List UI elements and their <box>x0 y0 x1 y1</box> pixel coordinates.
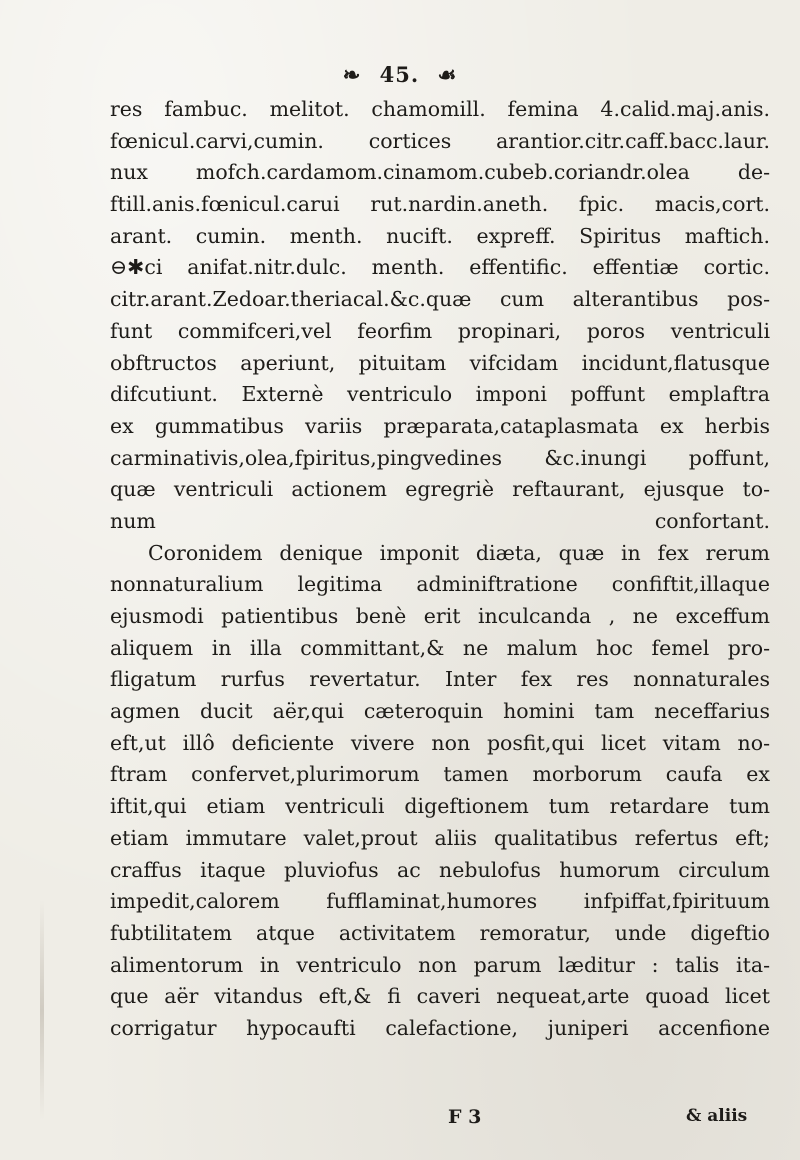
body-text <box>110 94 770 1045</box>
ornament-right: ☙ <box>437 62 458 87</box>
catchword: & aliis <box>686 1106 748 1126</box>
text-line: Coronidem denique imponit diæta, quæ in fex rerum <box>148 540 770 565</box>
ornament-left: ❧ <box>342 62 362 87</box>
text-line: iftit,qui etiam ventriculi digeftionem tum retardare tum <box>110 794 770 819</box>
signature-mark: F 3 <box>448 1106 482 1128</box>
text-line: ⊖✱ci anifat.nitr.dulc. menth. effentific. effentiæ cortic. <box>110 255 770 280</box>
text-line: fligatum rurfus revertatur. Inter fex res nonnaturales <box>110 667 770 692</box>
page-header <box>0 62 800 87</box>
text-line: ex gummatibus variis præparata,cataplasmata ex herbis <box>110 413 770 438</box>
text-line: carminativis,olea,fpiritus,pingvedines &c.inungi poffunt, <box>110 445 770 470</box>
margin-shadow <box>40 900 44 1120</box>
text-line: difcutiunt. Externè ventriculo imponi poffunt emplaftra <box>110 382 770 407</box>
text-line: quæ ventriculi actionem egregriè reftaurant, ejusque to- <box>110 477 770 502</box>
text-line: num confortant. <box>110 508 770 533</box>
text-line: fœnicul.carvi,cumin. cortices arantior.citr.caff.bacc.laur. <box>110 128 770 153</box>
text-line: eft,ut illô deficiente vivere non posfit,qui licet vitam no- <box>110 730 770 755</box>
text-line: alimentorum in ventriculo non parum læditur : talis ita- <box>110 952 770 977</box>
page-number: 45. <box>379 62 420 87</box>
text-line: etiam immutare valet,prout aliis qualitatibus refertus eft; <box>110 825 770 850</box>
text-line: nux mofch.cardamom.cinamom.cubeb.coriandr.olea de- <box>110 160 770 185</box>
text-line: ejusmodi patientibus benè erit inculcanda , ne exceffum <box>110 604 770 628</box>
text-line: impedit,calorem fufflaminat,humores infpiffat,fpirituum <box>110 889 770 914</box>
text-line: nonnaturalium legitima adminiftratione confiftit,illaque <box>110 572 770 597</box>
text-line: que aër vitandus eft,& fi caveri nequeat,arte quoad licet <box>110 984 770 1009</box>
text-line: citr.arant.Zedoar.theriacal.&c.quæ cum alterantibus pos- <box>110 287 770 312</box>
text-line: ftill.anis.fœnicul.carui rut.nardin.aneth. fpic. macis,cort. <box>110 192 770 217</box>
text-line: obftructos aperiunt, pituitam vifcidam incidunt,flatusque <box>110 350 770 375</box>
page-footer <box>0 1106 800 1136</box>
text-line: craffus itaque pluviofus ac nebulofus humorum circulum <box>110 857 770 882</box>
text-line: ftram confervet,plurimorum tamen morborum caufa ex <box>110 762 770 787</box>
text-line: corrigatur hypocaufti calefactione, juniperi accenfione <box>110 1015 770 1040</box>
text-line: agmen ducit aër,qui cæteroquin homini tam neceffarius <box>110 699 770 724</box>
text-line: res fambuc. melitot. chamomill. femina 4.calid.maj.anis. <box>110 97 770 121</box>
text-line: aliquem in illa committant,& ne malum hoc femel pro- <box>110 635 770 660</box>
text-line: funt commifceri,vel feorfim propinari, poros ventriculi <box>110 318 770 343</box>
text-line: fubtilitatem atque activitatem remoratur, unde digeftio <box>110 920 770 945</box>
text-line: arant. cumin. menth. nucift. expreff. Spiritus maftich. <box>110 223 770 248</box>
